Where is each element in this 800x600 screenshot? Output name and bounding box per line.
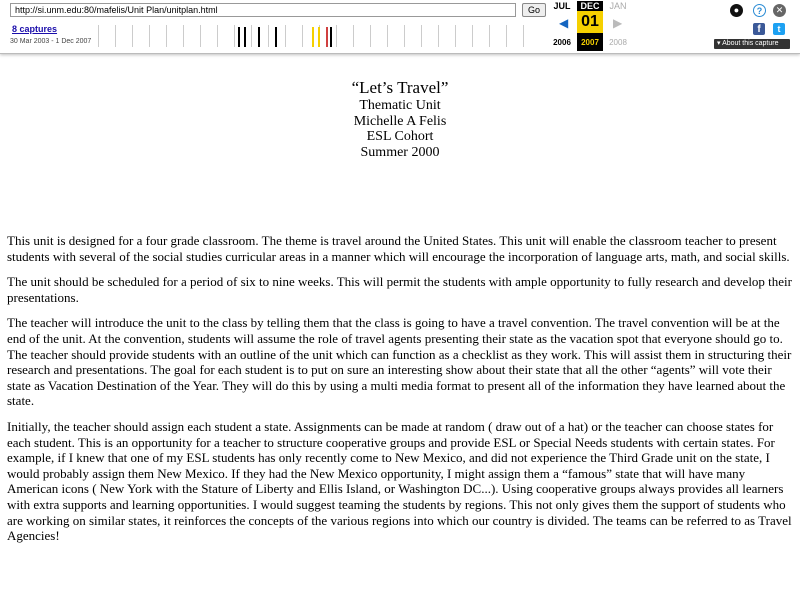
capture-mark bbox=[312, 27, 314, 47]
sparkline-gridline bbox=[421, 25, 422, 47]
month-current: DEC bbox=[577, 1, 603, 51]
sparkline-gridline bbox=[472, 25, 473, 47]
sparkline-gridline bbox=[234, 25, 235, 47]
sparkline-gridline bbox=[370, 25, 371, 47]
capture-mark bbox=[244, 27, 246, 47]
url-input[interactable] bbox=[10, 3, 516, 17]
sparkline-gridline bbox=[336, 25, 337, 47]
close-icon[interactable]: ✕ bbox=[773, 4, 786, 17]
sparkline-gridline bbox=[387, 25, 388, 47]
go-button[interactable]: Go bbox=[522, 3, 546, 17]
capture-mark bbox=[275, 27, 277, 47]
sparkline-gridline bbox=[132, 25, 133, 47]
capture-mark bbox=[326, 27, 328, 47]
captures-link[interactable]: 8 captures bbox=[12, 24, 58, 34]
sparkline-gridline bbox=[115, 25, 116, 47]
day-current: 01 bbox=[577, 11, 603, 33]
year-current: 2007 bbox=[581, 38, 599, 47]
capture-date-range: 30 Mar 2003 - 1 Dec 2007 bbox=[10, 38, 92, 45]
month-next: JAN bbox=[609, 1, 627, 11]
sparkline-gridline bbox=[404, 25, 405, 47]
twitter-icon[interactable]: t bbox=[773, 23, 785, 35]
page-title: “Let’s Travel” bbox=[351, 78, 449, 97]
sparkline-gridline bbox=[251, 25, 252, 47]
paragraph: The unit should be scheduled for a period of six to nine weeks. This will permit the students with ample opportunity to fully research and develop their presentations. bbox=[7, 274, 793, 305]
sparkline-gridline bbox=[217, 25, 218, 47]
year-prev[interactable]: 2006 bbox=[553, 38, 571, 47]
sparkline-gridline bbox=[149, 25, 150, 47]
capture-mark bbox=[318, 27, 320, 47]
next-arrow-icon: ▶ bbox=[613, 16, 623, 30]
capture-mark bbox=[330, 27, 332, 47]
sparkline-gridline bbox=[285, 25, 286, 47]
year-next: 2008 bbox=[609, 38, 627, 47]
document-body bbox=[7, 233, 793, 554]
about-capture-button[interactable]: ▾ About this capture bbox=[714, 39, 790, 49]
sparkline-gridline bbox=[98, 25, 99, 47]
month-prev[interactable]: JUL bbox=[553, 1, 571, 11]
date-line: Summer 2000 bbox=[360, 144, 440, 160]
sparkline-gridline bbox=[353, 25, 354, 47]
facebook-icon[interactable]: f bbox=[753, 23, 765, 35]
sparkline-gridline bbox=[268, 25, 269, 47]
sparkline-gridline bbox=[183, 25, 184, 47]
sparkline-gridline bbox=[506, 25, 507, 47]
capture-sparkline[interactable] bbox=[98, 25, 540, 47]
author-line: Michelle A Felis bbox=[353, 113, 447, 129]
sparkline-gridline bbox=[523, 25, 524, 47]
help-icon[interactable]: ? bbox=[753, 4, 766, 17]
sparkline-gridline bbox=[438, 25, 439, 47]
document-header bbox=[0, 78, 800, 160]
capture-mark bbox=[238, 27, 240, 47]
user-icon[interactable]: ● bbox=[730, 4, 743, 17]
sparkline-gridline bbox=[200, 25, 201, 47]
calendar-nav bbox=[549, 0, 631, 52]
paragraph: The teacher will introduce the unit to the class by telling them that the class is going to have a travel convention. The travel convention will be at the end of the unit. At the convention, students will assume the role of travel agents presenting their state as the vacation spot that everyone should go to. The teacher should provide students with an outline of the unit which can function as a checklist as they work. This will assist them in structuring their research and presentations. The goal for each student is to put on sure an interesting show about their state that all the other “agents” will vote their state as Vacation Destination of the Year. They will do this by using a multi media format to present all of the information they have learned about the state. bbox=[7, 315, 792, 409]
cohort-line: ESL Cohort bbox=[366, 129, 434, 144]
sparkline-gridline bbox=[455, 25, 456, 47]
paragraph: This unit is designed for a four grade classroom. The theme is travel around the United States. This unit will enable the classroom teacher to present students with several of the social studies curricular areas in a manner which will encourage the incorporation of language arts, math, and social skills. bbox=[7, 233, 790, 264]
sparkline-gridline bbox=[166, 25, 167, 47]
wayback-toolbar bbox=[0, 0, 800, 54]
sparkline-gridline bbox=[302, 25, 303, 47]
subtitle-line: Thematic Unit bbox=[359, 98, 441, 113]
prev-arrow-icon[interactable]: ◀ bbox=[559, 16, 569, 30]
paragraph: Initially, the teacher should assign each student a state. Assignments can be made at random ( draw out of a hat) or the teacher can choose states for each student. This is an opportunity for a teacher to structure cooperative groups and provide ESL or Special Needs students with certain states. For example, if I knew that one of my ESL students has only recently come to New Mexico, and did not experience the Third Grade unit on the state, I would probably assign them New Mexico. If they had the New Mexico opportunity, I might assign them a “famous” state that will have many American icons ( New York with the Stature of Liberty and Ellis Island, or Washington DC...). Using cooperative groups always provides all learners with extra supports and learning opportunities. I would suggest teaming the students by regions. This not only gives them the support of students who are working on similar states, it reinforces the concepts of the various regions into which our country is divided. The teams can be referred to as Travel Agencies! bbox=[7, 418, 792, 544]
capture-mark bbox=[258, 27, 260, 47]
sparkline-gridline bbox=[489, 25, 490, 47]
